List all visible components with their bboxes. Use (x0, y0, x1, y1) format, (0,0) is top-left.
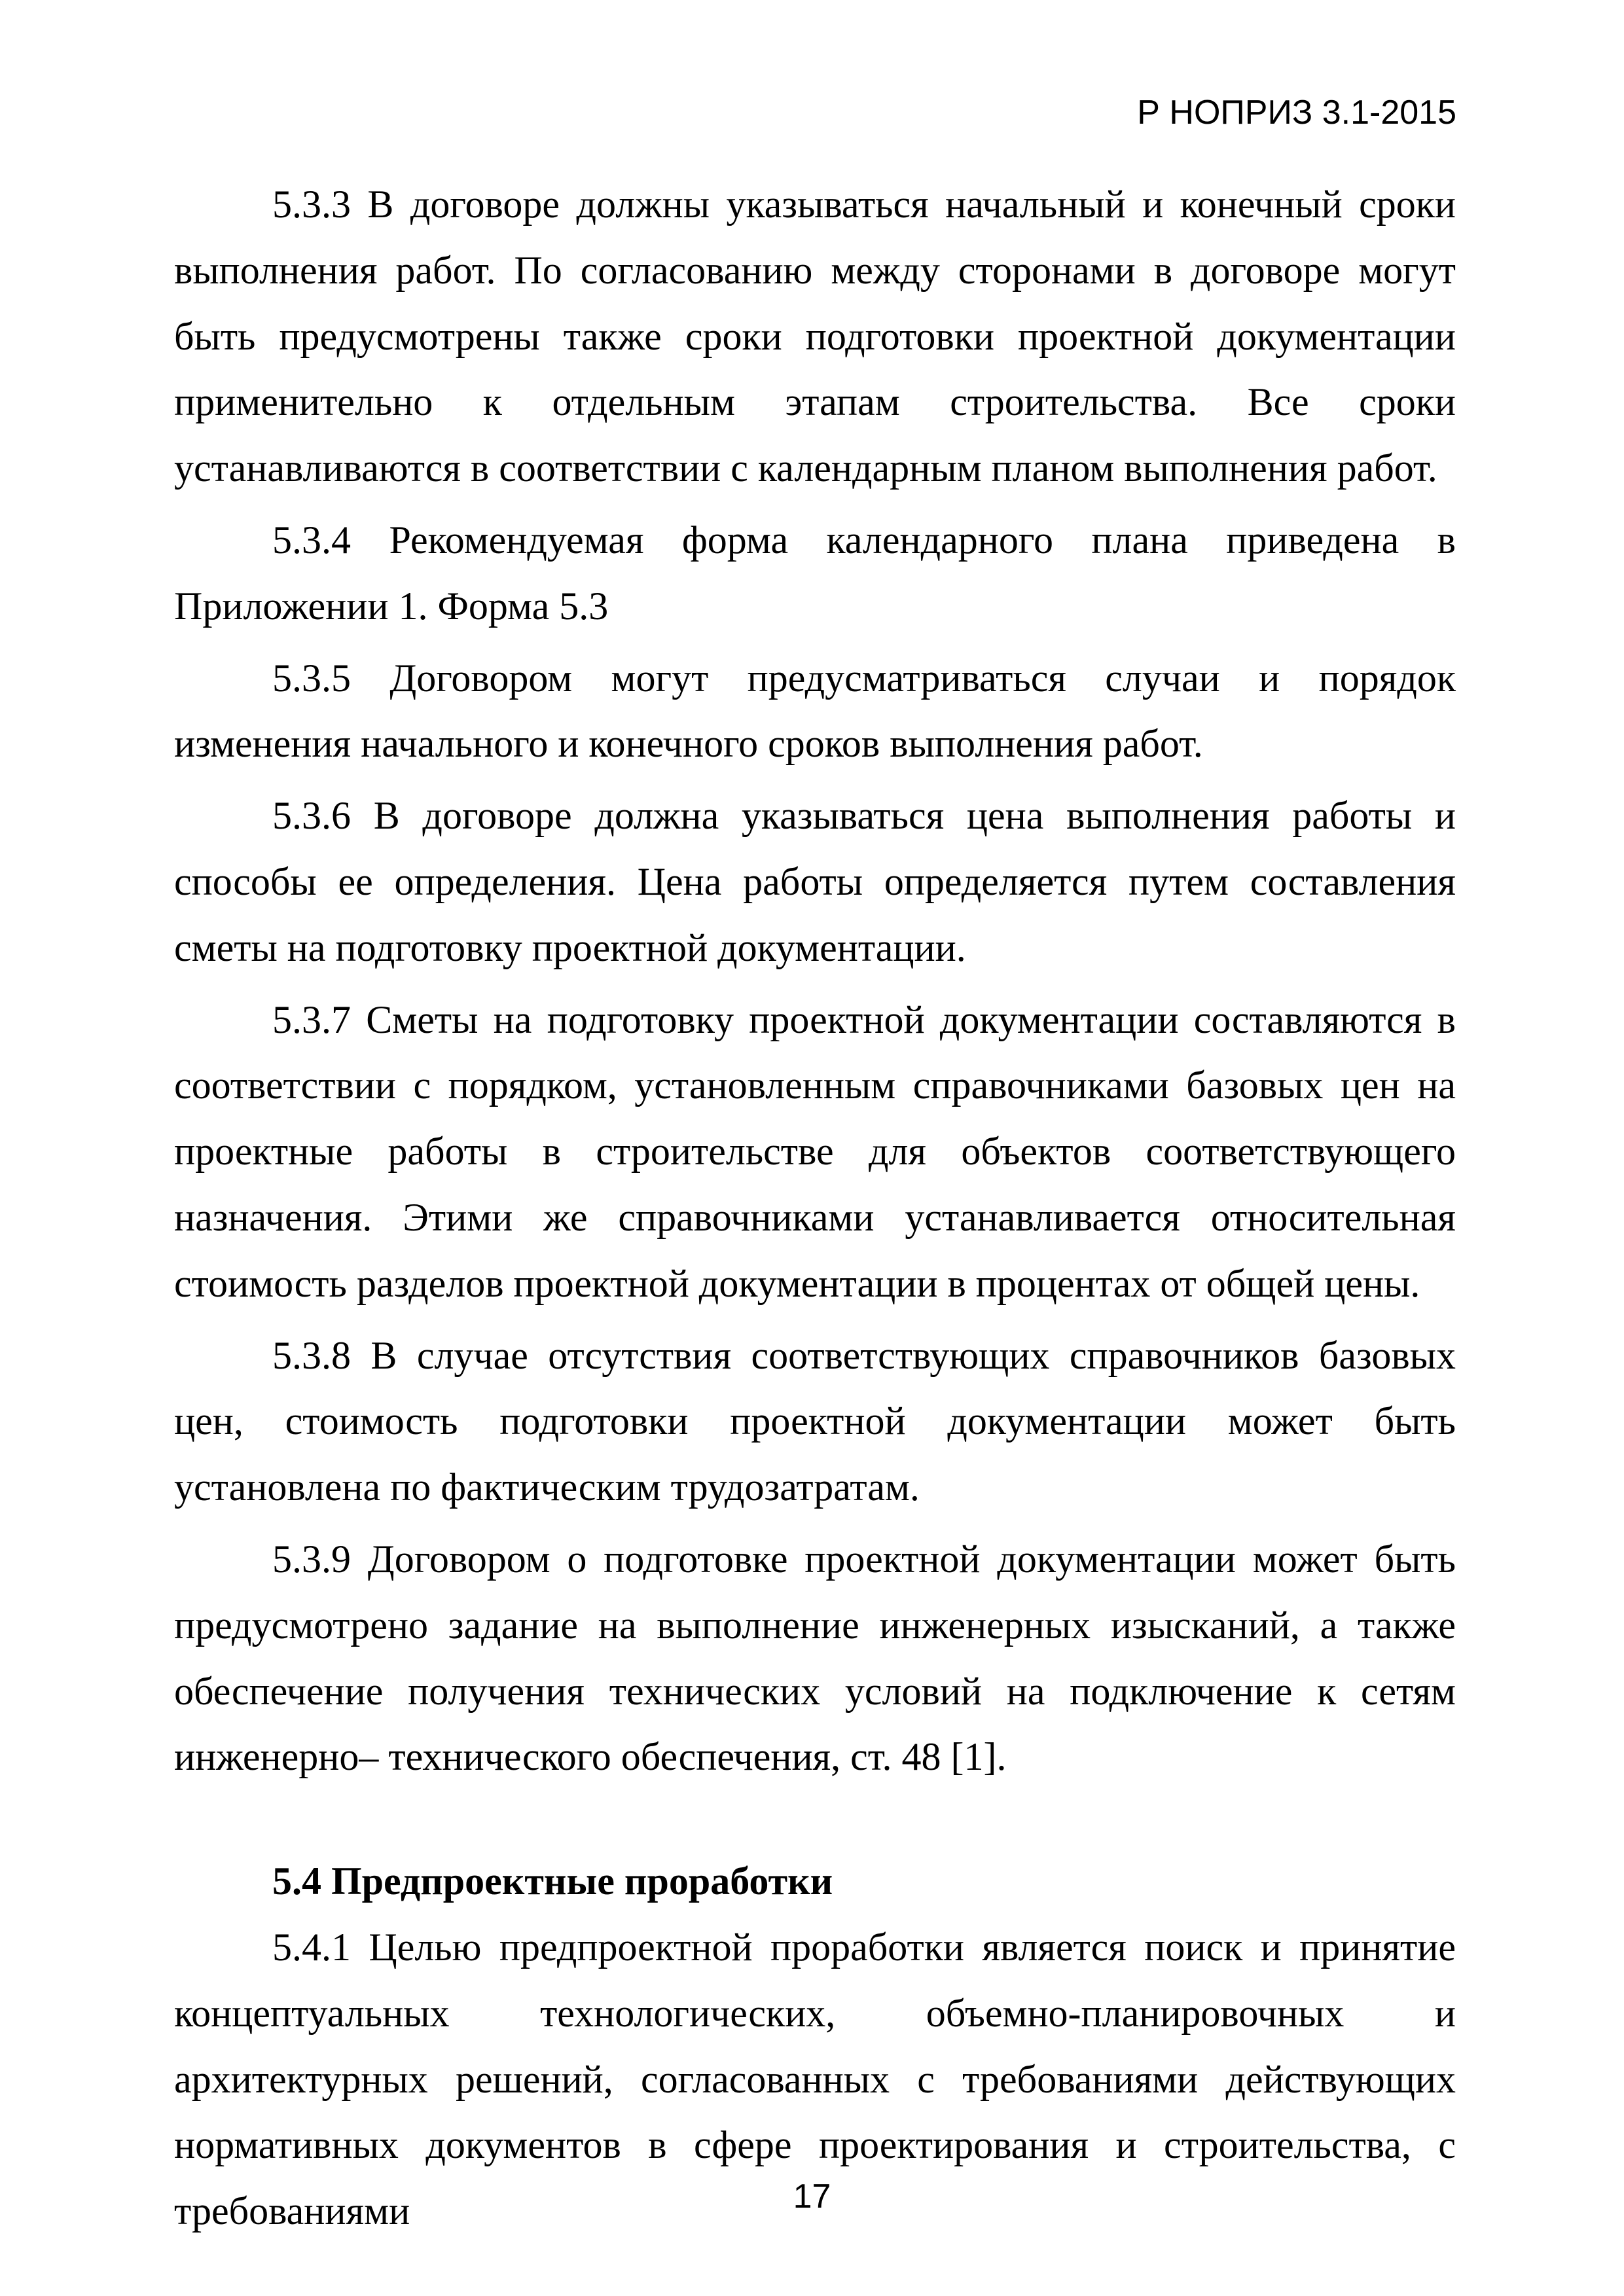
page-number: 17 (793, 2178, 831, 2215)
paragraph-5-3-9: 5.3.9 Договором о подготовке проектной документации может быть предусмотрено задание на выполнение инженерных изысканий, а также обеспечение получения технических условий на подключение к сетям инженерно– технического обеспечения, ст. 48 [1]. (174, 1537, 1456, 1779)
document-code: Р НОПРИЗ 3.1-2015 (1137, 94, 1456, 132)
paragraph-5-3-7: 5.3.7 Сметы на подготовку проектной документации составляются в соответствии с порядком, установленным справочниками базовых цен на проектные работы в строительстве для объектов соответствующего назначения. Этими же справочниками устанавливается относительная стоимость разделов проектной документации в процентах от общей цены. (174, 997, 1456, 1305)
section-heading: 5.4 Предпроектные проработки (272, 1859, 833, 1903)
page-content (174, 171, 1456, 2250)
paragraph-5-3-4: 5.3.4 Рекомендуемая форма календарного плана приведена в Приложении 1. Форма 5.3 (174, 518, 1456, 628)
paragraph-5-3-3: 5.3.3 В договоре должны указываться начальный и конечный сроки выполнения работ. По согласованию между сторонами в договоре могут быть предусмотрены также сроки подготовки проектной документации применительно к отдельным этапам строительства. Все сроки устанавливаются в соответствии с календарным планом выполнения работ. (174, 183, 1456, 490)
paragraph-5-4-1: 5.4.1 Целью предпроектной проработки является поиск и принятие концептуальных технологических, объемно-планировочных и архитектурных решений, согласованных с требованиями действующих нормативных документов в сфере проектирования и строительства, с требованиями (174, 1925, 1456, 2233)
paragraph-5-3-8: 5.3.8 В случае отсутствия соответствующих справочников базовых цен, стоимость подготовки проектной документации может быть установлена по фактическим трудозатратам. (174, 1333, 1456, 1509)
paragraph-5-3-5: 5.3.5 Договором могут предусматриваться случаи и порядок изменения начального и конечного сроков выполнения работ. (174, 656, 1456, 766)
paragraph-5-3-6: 5.3.6 В договоре должна указываться цена выполнения работы и способы ее определения. Цена работы определяется путем составления сметы на подготовку проектной документации. (174, 794, 1456, 969)
